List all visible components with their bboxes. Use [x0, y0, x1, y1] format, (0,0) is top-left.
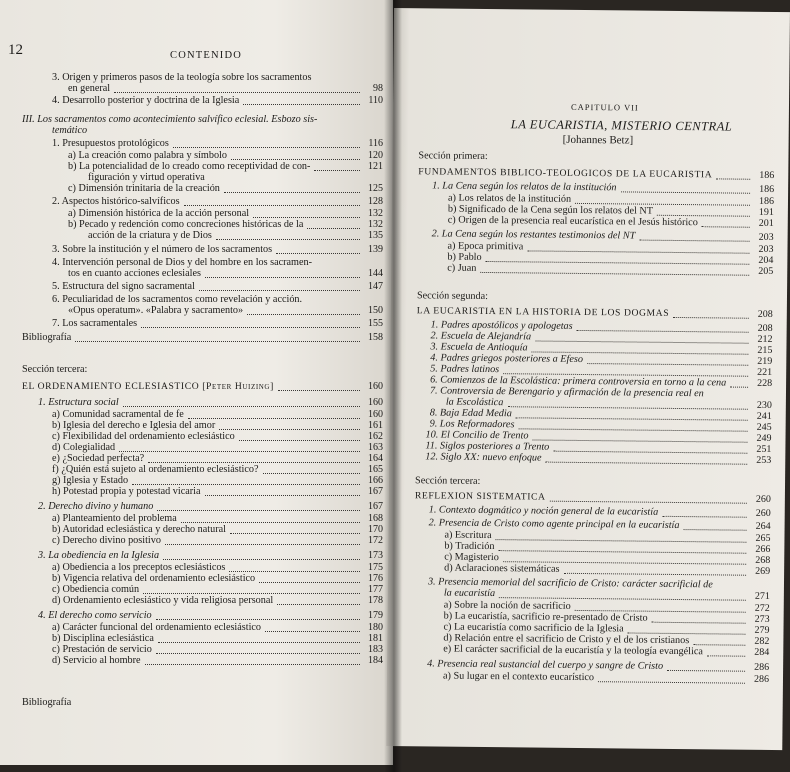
toc-page-number: 110: [368, 95, 383, 106]
toc-entry: «Opus operatum». «Palabra y sacramento»: [68, 305, 244, 316]
leader-dots: [546, 462, 748, 465]
toc-page-number: 170: [368, 524, 383, 535]
toc-page-number: 162: [368, 431, 383, 442]
toc-entry: b) Disciplina eclesiástica: [52, 633, 154, 644]
leader-dots: [684, 529, 747, 531]
leader-dots: [205, 277, 360, 278]
toc-page-number: 282: [754, 635, 770, 647]
toc-page-number: 286: [754, 661, 770, 673]
toc-entry: a) Carácter funcional del ordenamiento eclesiástico: [52, 622, 262, 633]
toc-page-number: 147: [368, 281, 383, 292]
leader-dots: [243, 104, 360, 105]
toc-entry: 3. La obediencia en la Iglesia: [38, 550, 160, 561]
leader-dots: [702, 226, 750, 228]
toc-page-number: 208: [757, 308, 773, 320]
toc-page-number: 173: [368, 550, 383, 561]
toc-page-number: 132: [368, 219, 383, 230]
leader-dots: [496, 539, 747, 543]
toc-entry: b) Tradición: [444, 540, 495, 553]
toc-entry: a) Epoca primitiva: [447, 240, 524, 253]
toc-entry: 1. Contexto dogmático y noción general de la eucaristía: [428, 504, 659, 518]
toc-page-number: 120: [368, 150, 383, 161]
leader-dots: [550, 501, 747, 504]
chapter-label: CAPITULO VII: [570, 101, 639, 113]
toc-entry: 3. Presencia memorial del sacrificio de Cristo: carácter sacrificial de: [427, 576, 713, 591]
leader-dots: [181, 522, 360, 523]
toc-page-number: 179: [368, 610, 383, 621]
toc-entry: a) Comunidad sacramental de fe: [52, 409, 184, 420]
toc-page-number: 260: [755, 507, 771, 519]
toc-entry: Bibliografía: [22, 332, 72, 343]
toc-entry: c) La eucaristía como sacrificio de la Iglesia: [443, 621, 624, 635]
leader-dots: [716, 178, 750, 179]
leader-dots: [587, 363, 748, 366]
leader-dots: [519, 428, 748, 431]
toc-entry: b) Autoridad eclesiástica y derecho natural: [52, 524, 226, 535]
leader-dots: [229, 571, 360, 572]
toc-entry: 1. Padres apostólicos y apologetas: [430, 319, 573, 332]
toc-entry: 8. Baja Edad Media: [429, 407, 512, 420]
toc-page-number: 163: [368, 442, 383, 453]
toc-entry: c) Obediencia común: [52, 584, 140, 595]
leader-dots: [276, 253, 360, 254]
toc-entry: h) Potestad propia y potestad vicaria: [52, 486, 201, 497]
toc-entry: 10. El Concilio de Trento: [425, 429, 529, 442]
toc-page-number: 266: [755, 543, 771, 555]
toc-entry: a) Su lugar en el contexto eucarístico: [442, 670, 595, 684]
toc-entry: d) Aclaraciones sistemáticas: [444, 562, 560, 575]
toc-page-number: 212: [757, 333, 773, 345]
toc-page-number: 191: [758, 206, 774, 218]
toc-entry: Sección primera:: [418, 150, 488, 162]
leader-dots: [157, 510, 360, 511]
toc-page-number: 161: [368, 420, 383, 431]
leader-dots: [123, 406, 360, 407]
toc-page-number: 150: [368, 305, 383, 316]
toc-page-number: 165: [368, 464, 383, 475]
toc-page-number: 178: [368, 595, 383, 606]
book-gutter-shadow: [384, 0, 402, 772]
toc-entry: REFLEXION SISTEMATICA: [414, 490, 546, 503]
leader-dots: [730, 387, 748, 388]
toc-entry: a) Escritura: [444, 529, 492, 542]
toc-page-number: 186: [758, 195, 775, 207]
leader-dots: [533, 439, 748, 442]
toc-entry: a) Obediencia a los preceptos eclesiásticos: [52, 562, 226, 573]
toc-page-number: 284: [754, 646, 770, 658]
leader-dots: [75, 341, 360, 342]
toc-entry: 3. Origen y primeros pasos de la teología sobre los sacramentos: [52, 72, 312, 83]
leader-dots: [239, 440, 360, 441]
leader-dots: [143, 593, 360, 594]
toc-entry: temático: [52, 125, 88, 136]
leader-dots: [156, 653, 360, 654]
toc-entry: c) Origen de la presencia real eucarística en el Jesús histórico: [447, 214, 698, 229]
toc-page-number: 208: [757, 322, 773, 334]
toc-entry: 5. Estructura del signo sacramental: [52, 281, 195, 292]
toc-entry: la eucaristía: [443, 587, 496, 600]
toc-entry: b) Significado de la Cena según los relatos del NT: [447, 203, 654, 217]
toc-page-number: 121: [368, 161, 383, 172]
leader-dots: [158, 642, 360, 643]
toc-page-number: 160: [368, 397, 383, 408]
toc-entry: 9. Los Reformadores: [429, 418, 515, 431]
leader-dots: [188, 418, 360, 419]
toc-entry: d) Servicio al hombre: [52, 655, 141, 666]
leader-dots: [259, 582, 360, 583]
leader-dots: [277, 604, 360, 605]
toc-page-number: 201: [758, 217, 774, 229]
toc-entry: 4. Padres griegos posteriores a Efeso: [430, 352, 584, 365]
right-page: [386, 8, 790, 750]
leader-dots: [199, 290, 360, 291]
toc-entry: 4. Intervención personal de Dios y del hombre en los sacramen-: [52, 257, 312, 268]
toc-entry: 3. Sobre la institución y el número de los sacramentos: [52, 244, 273, 255]
toc-entry: 3. Escuela de Antioquía: [430, 341, 528, 354]
toc-page-number: 172: [368, 535, 383, 546]
leader-dots: [507, 406, 747, 410]
toc-entry: figuración y virtud operativa: [88, 172, 205, 183]
toc-entry: c) Derecho divino positivo: [52, 535, 161, 546]
toc-entry: c) Magisterio: [444, 551, 499, 564]
toc-page-number: 203: [758, 231, 774, 243]
leader-dots: [707, 655, 745, 656]
toc-entry: 1. La Cena según los relatos de la institución: [432, 180, 617, 194]
leader-dots: [114, 92, 360, 93]
toc-page-number: 186: [759, 183, 775, 195]
leader-dots: [673, 317, 749, 319]
leader-dots: [205, 495, 360, 496]
toc-page-number: 180: [368, 622, 383, 633]
toc-entry: III. Los sacramentos como acontecimiento salvífico eclesial. Esbozo sis-: [22, 114, 318, 125]
toc-page-number: 271: [754, 590, 770, 602]
toc-entry: e) El carácter sacrificial de la eucaristía y la teología evangélica: [443, 643, 703, 658]
toc-page-number: 135: [368, 230, 383, 241]
toc-page-number: 251: [756, 443, 772, 455]
leader-dots: [184, 205, 360, 206]
toc-entry: Sección tercera:: [414, 475, 481, 487]
toc-entry: acción de la criatura y de Dios: [88, 230, 212, 241]
toc-entry: 6. Peculiaridad de los sacramentos como revelación y acción.: [52, 294, 303, 305]
toc-page-number: 260: [755, 493, 771, 505]
toc-entry: b) La potencialidad de lo creado como receptividad de con-: [68, 161, 311, 172]
leader-dots: [145, 664, 360, 665]
toc-page-number: 215: [757, 344, 773, 356]
leader-dots: [230, 533, 360, 534]
leader-dots: [652, 622, 746, 624]
chapter-title: LA EUCARISTIA, MISTERIO CENTRAL: [510, 117, 733, 134]
toc-entry: 12. Siglo XX: nuevo enfoque: [425, 451, 542, 464]
toc-entry: 1. Estructura social: [38, 397, 119, 408]
toc-entry: a) Planteamiento del problema: [52, 513, 177, 524]
toc-entry: 1. Presupuestos protológicos: [52, 138, 169, 149]
toc-entry: g) Iglesia y Estado: [52, 475, 129, 486]
toc-page-number: 186: [759, 169, 775, 181]
leader-dots: [307, 228, 360, 229]
toc-page-number: 204: [758, 254, 774, 266]
toc-entry: tos en cuanto acciones eclesiales: [68, 268, 201, 279]
left-page: [0, 0, 393, 765]
toc-page-number: 230: [756, 399, 772, 411]
leader-dots: [662, 516, 746, 518]
toc-entry: b) Iglesia del derecho e Iglesia del amor: [52, 420, 216, 431]
leader-dots: [119, 451, 360, 452]
toc-page-number: 168: [368, 513, 383, 524]
toc-page-number: 181: [368, 633, 383, 644]
leader-dots: [480, 272, 749, 276]
toc-entry: b) La eucaristía, sacrificio re-presentado de Cristo: [443, 610, 648, 624]
toc-entry: a) Dimensión histórica de la acción personal: [68, 208, 250, 219]
toc-page-number: 241: [756, 410, 772, 422]
toc-entry: 7. Los sacramentales: [52, 318, 138, 329]
leader-dots: [141, 327, 360, 328]
toc-entry: d) Colegialidad: [52, 442, 116, 453]
leader-dots: [148, 462, 360, 463]
toc-page-number: 228: [757, 377, 773, 389]
toc-entry: b) Pecado y redención como concreciones históricas de la: [68, 219, 304, 230]
leader-dots: [314, 170, 360, 171]
toc-entry: 2. Aspectos histórico-salvíficos: [52, 196, 180, 207]
leader-dots: [163, 559, 360, 560]
toc-entry: la Escolástica: [445, 396, 504, 409]
leader-dots: [173, 147, 360, 148]
toc-entry: d) Relación entre el sacrificio de Cristo y el de los cristianos: [443, 632, 690, 647]
leader-dots: [621, 191, 750, 193]
leader-dots: [499, 550, 747, 554]
toc-page-number: 128: [368, 196, 383, 207]
toc-page-number: 125: [368, 183, 383, 194]
toc-page-number: 203: [758, 243, 774, 255]
leader-dots: [577, 330, 749, 333]
toc-entry: d) Ordenamiento eclesiástico y vida religiosa personal: [52, 595, 274, 606]
toc-entry: 11. Siglos posteriores a Trento: [425, 440, 550, 453]
leader-dots: [598, 681, 745, 684]
toc-page-number: 166: [368, 475, 383, 486]
leader-dots: [564, 573, 746, 576]
toc-entry: 2. Derecho divino y humano: [38, 501, 154, 512]
toc-entry: en general: [68, 83, 111, 94]
toc-entry: 4. Desarrollo posterior y doctrina de la Iglesia: [52, 95, 240, 106]
toc-entry: 2. Escuela de Alejandría: [430, 330, 532, 343]
toc-entry: 4. Presencia real sustancial del cuerpo y sangre de Cristo: [427, 658, 664, 672]
toc-entry: FUNDAMENTOS BIBLICO-TEOLOGICOS DE LA EUCARISTIA: [418, 166, 713, 181]
leader-dots: [263, 473, 361, 474]
toc-page-number: 167: [368, 501, 383, 512]
toc-entry: c) Prestación de servicio: [52, 644, 152, 655]
leader-dots: [156, 619, 360, 620]
toc-entry: 4. El derecho como servicio: [38, 610, 152, 621]
toc-page-number: 249: [756, 432, 772, 444]
toc-entry: EL ORDENAMIENTO ECLESIASTICO [Peter Huizing]: [22, 381, 274, 392]
toc-page-number: 279: [754, 624, 770, 636]
leader-dots: [165, 544, 360, 545]
toc-page-number: 183: [368, 644, 383, 655]
leader-dots: [132, 484, 360, 485]
toc-page-number: 268: [755, 554, 771, 566]
toc-page-number: 132: [368, 208, 383, 219]
page-number: 12: [8, 42, 23, 58]
toc-page-number: 269: [755, 565, 771, 577]
toc-page-number: 272: [754, 602, 770, 614]
leader-dots: [216, 239, 360, 240]
leader-dots: [219, 429, 360, 430]
toc-page-number: 219: [757, 355, 773, 367]
toc-page-number: 265: [755, 532, 771, 544]
toc-entry: LA EUCARISTIA EN LA HISTORIA DE LOS DOGMAS: [416, 305, 670, 319]
leader-dots: [486, 261, 750, 265]
chapter-author: [Johannes Betz]: [562, 133, 634, 147]
toc-entry: Sección segunda:: [416, 290, 489, 302]
leader-dots: [535, 340, 748, 343]
toc-entry: b) Vigencia relativa del ordenamiento eclesiástico: [52, 573, 256, 584]
toc-page-number: 177: [368, 584, 383, 595]
toc-page-number: 116: [368, 138, 383, 149]
leader-dots: [247, 314, 360, 315]
toc-entry: 2. La Cena según los restantes testimonios del NT: [431, 228, 636, 242]
leader-dots: [553, 451, 747, 454]
toc-page-number: 144: [368, 268, 383, 279]
toc-entry: Sección tercera:: [22, 364, 88, 375]
toc-entry: a) La creación como palabra y símbolo: [68, 150, 227, 161]
toc-page-number: 139: [368, 244, 383, 255]
toc-entry: 5. Padres latinos: [430, 363, 500, 376]
toc-entry: b) Pablo: [447, 251, 482, 263]
toc-page-number: 205: [758, 265, 774, 277]
toc-entry: Bibliografía: [22, 697, 72, 708]
toc-entry: c) Dimensión trinitaria de la creación: [68, 183, 220, 194]
toc-entry: e) ¿Sociedad perfecta?: [52, 453, 145, 464]
toc-entry: f) ¿Quién está sujeto al ordenamiento eclesiástico?: [52, 464, 259, 475]
toc-page-number: 164: [368, 453, 383, 464]
toc-entry: a) Los relatos de la institución: [447, 192, 572, 205]
toc-page-number: 273: [754, 613, 770, 625]
toc-page-number: 221: [757, 366, 773, 378]
toc-page-number: 176: [368, 573, 383, 584]
toc-entry: 2. Presencia de Cristo como agente principal en la eucaristía: [428, 517, 680, 532]
leader-dots: [667, 670, 745, 672]
toc-entry: 6. Comienzos de la Escolástica: primera controversia en torno a la cena: [430, 374, 727, 389]
toc-page-number: 160: [368, 409, 383, 420]
running-head: CONTENIDO: [170, 50, 243, 61]
toc-page-number: 167: [368, 486, 383, 497]
toc-page-number: 98: [373, 83, 383, 94]
leader-dots: [639, 240, 749, 242]
leader-dots: [253, 217, 360, 218]
toc-page-number: 253: [756, 454, 772, 466]
toc-page-number: 286: [753, 673, 770, 685]
toc-entry: 7. Controversia de Berengario y afirmación de la presencia real en: [429, 385, 704, 400]
leader-dots: [516, 417, 748, 420]
leader-dots: [527, 250, 749, 253]
toc-page-number: 264: [755, 520, 771, 532]
toc-page-number: 184: [368, 655, 383, 666]
toc-page-number: 158: [368, 332, 383, 343]
toc-entry: c) Flexibilidad del ordenamiento eclesiástico: [52, 431, 235, 442]
toc-page-number: 160: [368, 381, 383, 392]
leader-dots: [265, 631, 360, 632]
toc-entry: a) Sobre la noción de sacrificio: [443, 599, 571, 612]
leader-dots: [278, 390, 360, 391]
leader-dots: [231, 159, 360, 160]
toc-page-number: 175: [368, 562, 383, 573]
toc-entry: c) Juan: [447, 262, 477, 274]
toc-page-number: 155: [368, 318, 383, 329]
leader-dots: [224, 192, 360, 193]
toc-page-number: 245: [756, 421, 772, 433]
